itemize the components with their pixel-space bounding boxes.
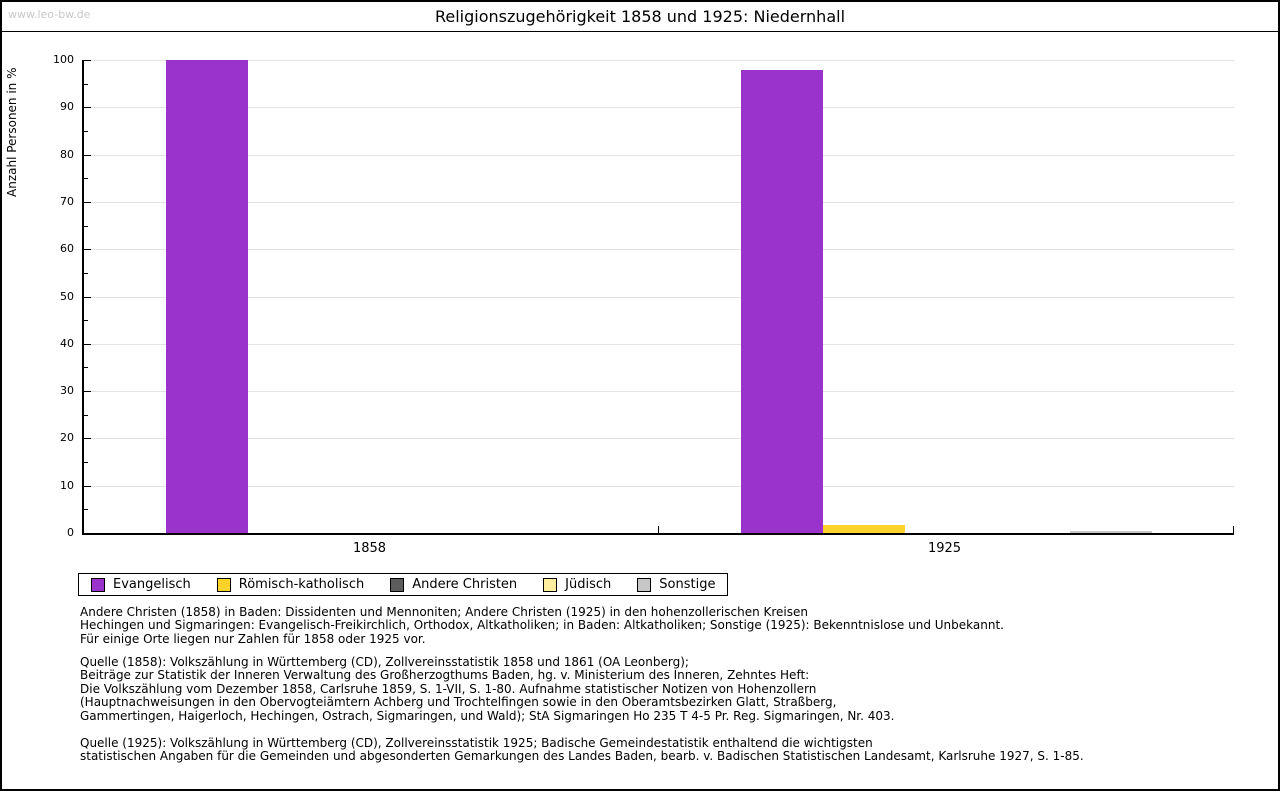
footnote-definitions: [80, 606, 1004, 646]
y-axis-tick: [84, 202, 91, 203]
legend-swatch: [543, 578, 557, 592]
legend-swatch: [217, 578, 231, 592]
footnote-line: (Hauptnachweisungen in den Obervogteiämtern Achberg und Trochtelfingen sowie in den Oberamtsbezirken Glatt, Straßberg,: [80, 695, 837, 710]
y-axis-minor-tick: [84, 367, 88, 368]
y-axis-label: Anzahl Personen in %: [5, 67, 19, 197]
y-axis-tick: [84, 391, 91, 392]
footnote-line: Hechingen und Sigmaringen: Evangelisch-Freikirchlich, Orthodox, Altkatholiken; in Baden: Altkatholiken; Sonstige (1925): Bekenntnislose und Unbekannt.: [80, 618, 1004, 633]
x-axis-tick: [83, 526, 84, 533]
gridline: [84, 391, 1234, 392]
footnote-line: Quelle (1925): Volkszählung in Württemberg (CD), Zollvereinsstatistik 1925; Badische Gemeindestatistik enthaltend die wichtigsten: [80, 736, 873, 750]
plot-area: [82, 60, 1234, 535]
gridline: [84, 249, 1234, 250]
legend-label: Jüdisch: [565, 577, 612, 592]
bar-1925-r-misch-katholisch: [823, 525, 905, 534]
x-axis-tick: [1233, 526, 1234, 533]
y-axis-minor-tick: [84, 131, 88, 132]
y-tick-label: 50: [60, 289, 74, 303]
gridline: [84, 60, 1234, 61]
footnote-line: Beiträge zur Statistik der Inneren Verwaltung des Großherzogthums Baden, hg. v. Ministerium des Inneren, Zehntes Heft:: [80, 668, 810, 683]
footnote-source-1858: [80, 656, 894, 723]
y-tick-label: 60: [60, 242, 74, 256]
gridline: [84, 155, 1234, 156]
gridline: [84, 486, 1234, 487]
legend: [78, 573, 728, 596]
y-axis-minor-tick: [84, 415, 88, 416]
legend-item-r-misch-katholisch: [217, 577, 364, 592]
y-axis-tick: [84, 297, 91, 298]
y-axis-tick: [84, 155, 91, 156]
y-axis-minor-tick: [84, 226, 88, 227]
y-tick-label: 90: [60, 100, 74, 114]
gridline: [84, 297, 1234, 298]
y-axis-tick: [84, 486, 91, 487]
y-axis-minor-tick: [84, 320, 88, 321]
x-axis-tick: [658, 526, 659, 533]
y-tick-label: 0: [67, 526, 74, 539]
legend-label: Römisch-katholisch: [238, 577, 365, 592]
y-axis-tick: [84, 438, 91, 439]
bar-1925-evangelisch: [741, 70, 823, 533]
y-tick-label: 40: [60, 336, 74, 350]
y-axis-minor-tick: [84, 273, 88, 274]
footnote-source-1925: [80, 737, 1084, 764]
y-axis-tick: [84, 249, 91, 250]
y-axis-tick: [84, 344, 91, 345]
legend-item-sonstige: [637, 577, 715, 592]
y-tick-label: 30: [60, 384, 74, 398]
footnote-line: Die Volkszählung vom Dezember 1858, Carlsruhe 1859, S. 1-VII, S. 1-80. Aufnahme statistischer Notizen von Hohenzollern: [80, 681, 817, 696]
y-tick-label: 100: [53, 53, 74, 66]
legend-item-andere-christen: [390, 577, 517, 592]
page-title: Religionszugehörigkeit 1858 und 1925: Niedernhall: [434, 7, 846, 26]
y-axis-minor-tick: [84, 509, 88, 510]
y-axis-tick: [84, 60, 91, 61]
footnote-line: Andere Christen (1858) in Baden: Dissidenten und Mennoniten; Andere Christen (1925) in den hohenzollerischen Kreisen: [80, 605, 808, 619]
gridline: [84, 202, 1234, 203]
footnote-line: Für einige Orte liegen nur Zahlen für 1858 oder 1925 vor.: [80, 631, 426, 646]
legend-swatch: [91, 578, 105, 592]
footnote-line: Gammertingen, Haigerloch, Hechingen, Ostrach, Sigmaringen, und Wald); StA Sigmaringen Ho 235 T 4-5 Pr. Reg. Sigmaringen, Nr. 403.: [80, 708, 895, 723]
legend-label: Sonstige: [659, 577, 716, 592]
y-tick-label: 20: [60, 431, 74, 445]
legend-swatch: [390, 578, 404, 592]
footnote-line: statistischen Angaben für die Gemeinden und abgesonderten Gemarkungen des Landes Baden, bearb. v. Badischen Statistischen Landesamt, Karlsruhe 1927, S. 1-85.: [80, 749, 1084, 764]
legend-item-evangelisch: [91, 577, 191, 592]
y-tick-label: 80: [60, 147, 74, 161]
x-category-label: 1925: [927, 541, 962, 556]
bar-1858-evangelisch: [166, 60, 248, 533]
gridline: [84, 107, 1234, 108]
x-category-label: 1858: [352, 541, 387, 556]
gridline: [84, 438, 1234, 439]
legend-swatch: [637, 578, 651, 592]
gridline: [84, 344, 1234, 345]
y-axis-tick: [84, 107, 91, 108]
y-tick-label: 70: [60, 194, 74, 208]
legend-label: Evangelisch: [113, 577, 191, 592]
legend-label: Andere Christen: [412, 577, 518, 592]
bar-1925-sonstige: [1070, 531, 1152, 533]
y-axis-minor-tick: [84, 462, 88, 463]
legend-item-j-disch: [543, 577, 611, 592]
y-axis-minor-tick: [84, 178, 88, 179]
y-axis-minor-tick: [84, 84, 88, 85]
y-tick-label: 10: [60, 478, 74, 492]
watermark: www.leo-bw.de: [8, 8, 91, 21]
footnote-line: Quelle (1858): Volkszählung in Württemberg (CD), Zollvereinsstatistik 1858 und 1861 (OA Leonberg);: [80, 655, 689, 669]
